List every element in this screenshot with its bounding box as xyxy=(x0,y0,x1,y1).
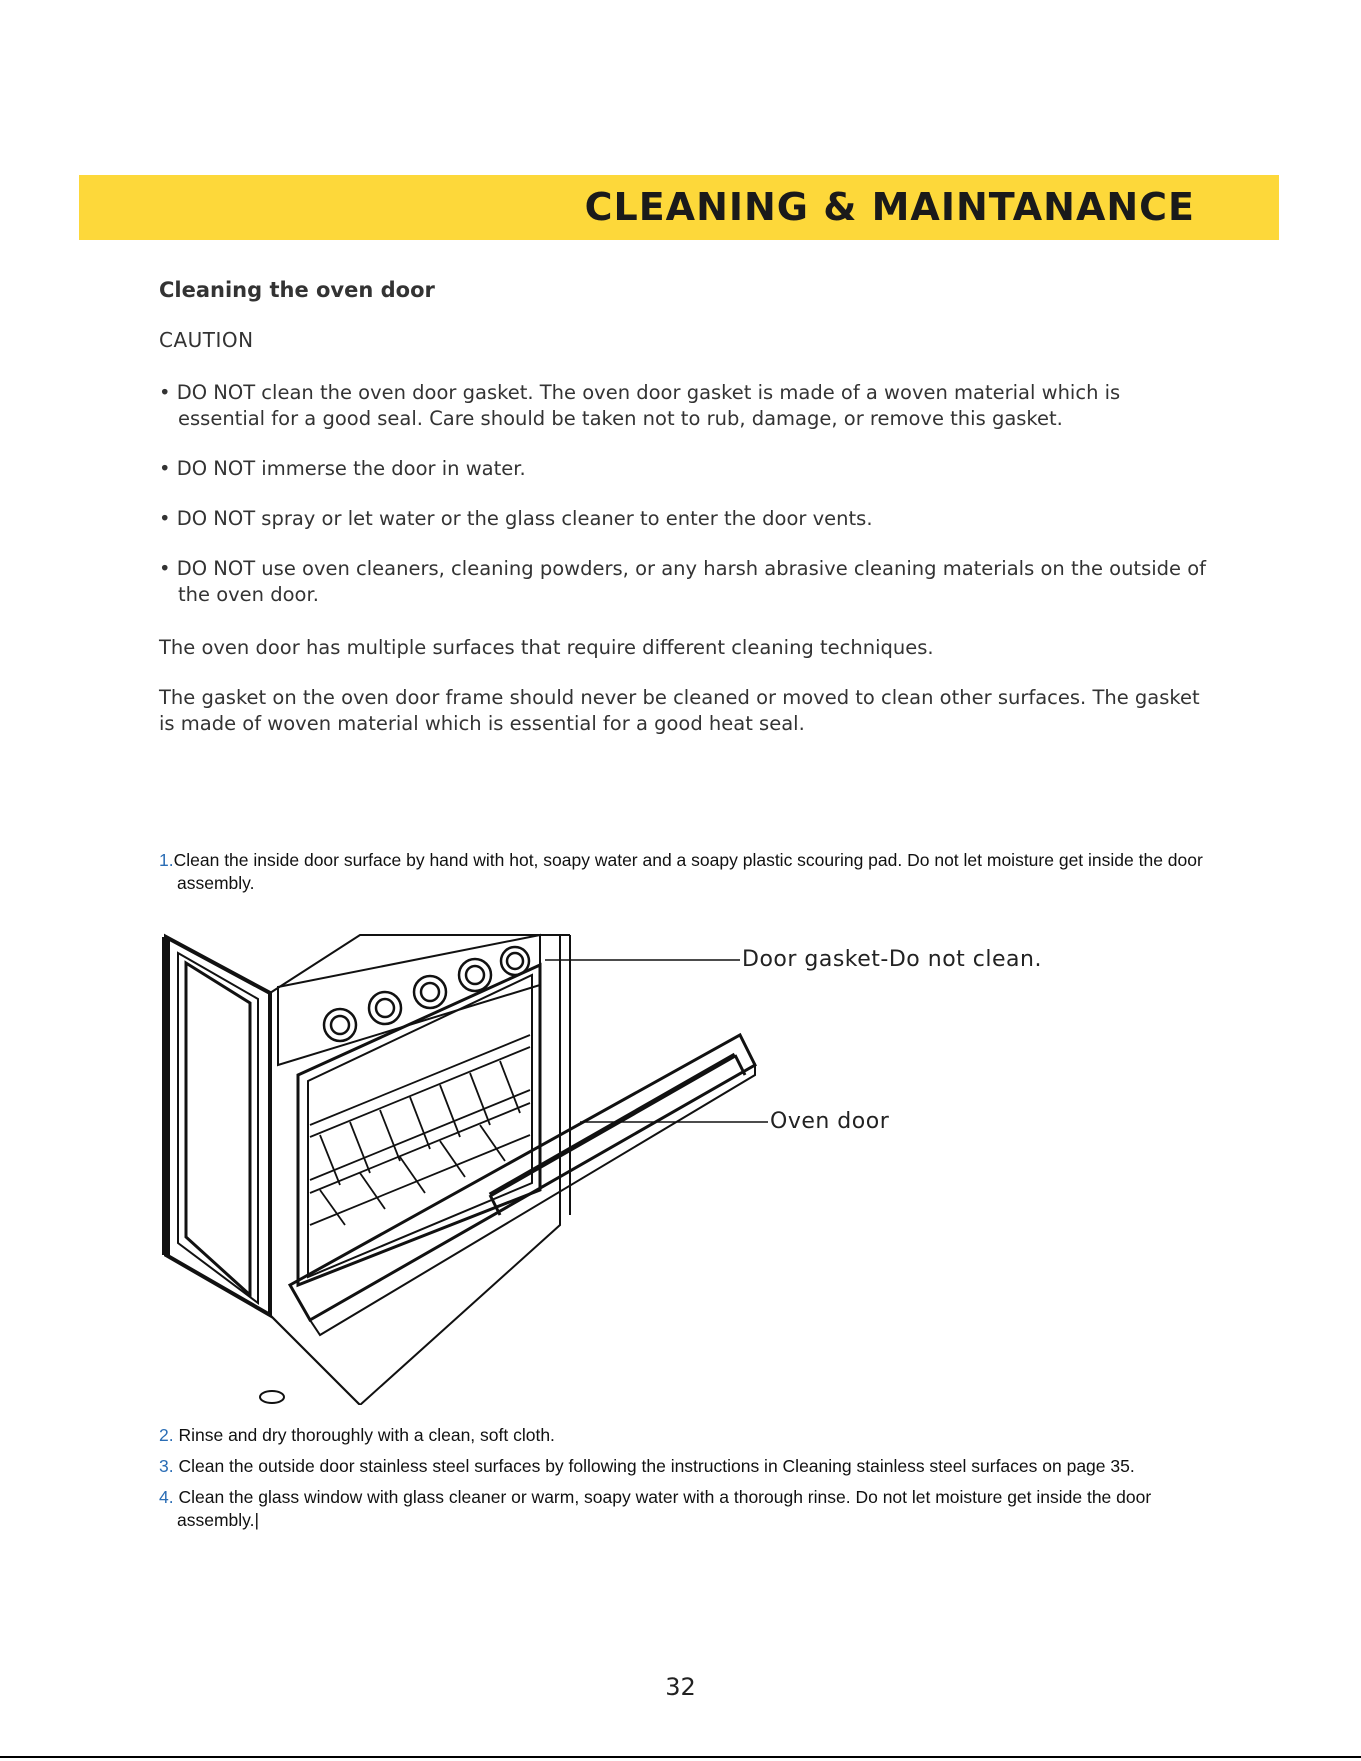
caution-list xyxy=(159,380,1209,632)
caution-label: CAUTION xyxy=(159,328,254,352)
step-text: Rinse and dry thoroughly with a clean, soft cloth. xyxy=(178,1425,555,1445)
callout-oven-door: Oven door xyxy=(770,1109,890,1134)
step-number: 3. xyxy=(159,1456,179,1476)
step-list-after xyxy=(159,1424,1214,1532)
caution-item: • DO NOT spray or let water or the glass cleaner to enter the door vents. xyxy=(159,507,873,530)
step-item xyxy=(159,1424,1214,1447)
step-item xyxy=(159,1486,1214,1532)
step-number: 4. xyxy=(159,1487,179,1507)
page-number: 32 xyxy=(665,1673,696,1701)
header-banner xyxy=(79,175,1279,240)
step-text: Clean the outside door stainless steel surfaces by following the instructions in Cleaning stainless steel surfaces on page 35. xyxy=(178,1456,1135,1476)
paragraph-surfaces: The oven door has multiple surfaces that require different cleaning techniques. xyxy=(159,636,934,659)
step-number: 1. xyxy=(159,850,174,870)
oven-door-illustration xyxy=(160,925,1220,1405)
step-number: 2. xyxy=(159,1425,179,1445)
step-list-first xyxy=(159,849,1214,895)
callout-door-gasket: Door gasket-Do not clean. xyxy=(742,947,1042,972)
page-title: CLEANING & MAINTANANCE xyxy=(584,185,1195,229)
paragraph-gasket: The gasket on the oven door frame should never be cleaned or moved to clean other surfaces. The gasket is made of woven material which is essential for a good heat seal. xyxy=(159,686,1200,735)
oven-line-drawing xyxy=(160,925,1220,1405)
step-text: Clean the inside door surface by hand with hot, soapy water and a soapy plastic scouring pad. Do not let moisture get inside the door assembly. xyxy=(173,850,1203,893)
caution-item: • DO NOT use oven cleaners, cleaning powders, or any harsh abrasive cleaning materials on the outside of the oven door. xyxy=(159,557,1207,606)
step-item xyxy=(159,1455,1214,1478)
step-text: Clean the glass window with glass cleaner or warm, soapy water with a thorough rinse. Do not let moisture get inside the door assembly.| xyxy=(177,1487,1152,1530)
step-item xyxy=(159,849,1214,895)
section-title: Cleaning the oven door xyxy=(159,278,435,302)
caution-item: • DO NOT immerse the door in water. xyxy=(159,457,526,480)
bottom-divider xyxy=(0,1756,1361,1758)
caution-item: • DO NOT clean the oven door gasket. The oven door gasket is made of a woven material which is essential for a good seal. Care should be taken not to rub, damage, or remove this gasket. xyxy=(159,381,1121,430)
